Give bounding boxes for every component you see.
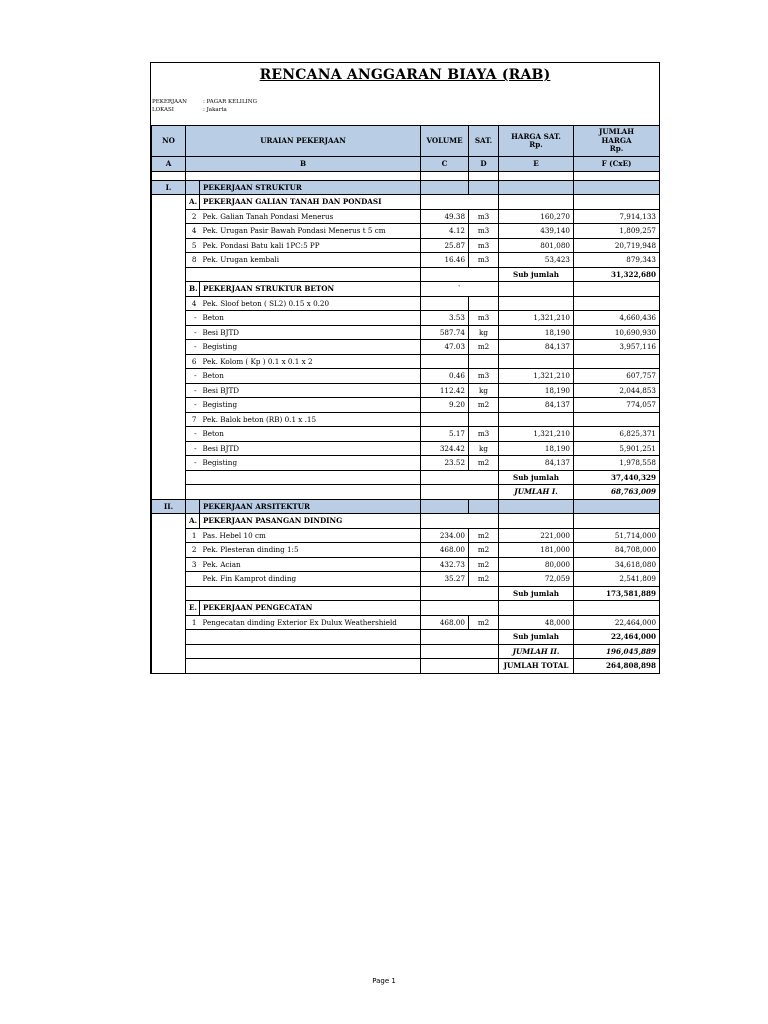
header-jumlah-1: JUMLAH (598, 127, 635, 137)
item-index: - (186, 441, 200, 456)
lokasi-label: LOKASI (152, 107, 174, 113)
col-letter-c: C (421, 157, 469, 172)
item-total (574, 354, 660, 369)
empty-cell (574, 514, 660, 529)
item-unit: m2 (469, 615, 499, 630)
empty-cell (186, 644, 421, 659)
item-description: Pek. Fin Kamprot dinding (200, 572, 421, 587)
subtotal-value: 196,045,889 (574, 644, 660, 659)
header-jumlah-2: HARGA (601, 135, 632, 145)
item-total: 34,618,080 (574, 557, 660, 572)
empty-cell (186, 659, 421, 674)
item-volume: 5.17 (421, 427, 469, 442)
empty-cell (152, 586, 186, 601)
subsection-row (152, 601, 660, 616)
item-total: 6,825,371 (574, 427, 660, 442)
item-unit-price: 18,190 (499, 441, 574, 456)
item-index: - (186, 369, 200, 384)
item-index: 7 (186, 412, 200, 427)
empty-cell (152, 296, 186, 311)
empty-cell (152, 615, 186, 630)
empty-cell (186, 485, 421, 500)
empty-cell (152, 456, 186, 471)
subsection-title: PEKERJAAN STRUKTUR BETON (200, 282, 421, 297)
item-unit-price (499, 412, 574, 427)
item-unit: m2 (469, 340, 499, 355)
item-description: Pek. Urugan Pasir Bawah Pondasi Menerus t 5 cm (200, 224, 421, 239)
lokasi-value: : Jakarta (203, 107, 227, 113)
item-description: Begisting (200, 456, 421, 471)
empty-cell (574, 180, 660, 195)
item-index: - (186, 456, 200, 471)
empty-cell (152, 340, 186, 355)
budget-table (151, 125, 660, 674)
empty-cell (574, 282, 660, 297)
item-row (152, 557, 660, 572)
item-row (152, 528, 660, 543)
empty-cell (152, 441, 186, 456)
section-row (152, 499, 660, 514)
empty-cell (152, 557, 186, 572)
item-total: 2,541,809 (574, 572, 660, 587)
empty-cell (421, 195, 499, 210)
subtotal-label: JUMLAH I. (499, 485, 574, 500)
column-letter-row (152, 157, 660, 172)
item-index: 2 (186, 209, 200, 224)
empty-cell (574, 171, 660, 180)
item-volume: 468.00 (421, 543, 469, 558)
item-description: Pek. Kolom ( Kp ) 0.1 x 0.1 x 2 (200, 354, 421, 369)
col-letter-f: F (CxE) (574, 157, 660, 172)
item-unit-price: 1,321,210 (499, 369, 574, 384)
item-unit-price: 18,190 (499, 383, 574, 398)
item-total: 1,809,257 (574, 224, 660, 239)
item-index: - (186, 325, 200, 340)
item-volume (421, 412, 469, 427)
empty-cell (574, 499, 660, 514)
subtotal-label: Sub jumlah (499, 630, 574, 645)
empty-cell (421, 499, 469, 514)
item-description: Besi BJTD (200, 383, 421, 398)
subtotal-value: 31,322,680 (574, 267, 660, 282)
header-harga-sat (499, 126, 574, 157)
item-index: - (186, 398, 200, 413)
item-volume: 25.87 (421, 238, 469, 253)
empty-cell (152, 427, 186, 442)
empty-cell (152, 412, 186, 427)
item-row (152, 354, 660, 369)
item-unit: m3 (469, 224, 499, 239)
item-total: 879,343 (574, 253, 660, 268)
item-description: Beton (200, 427, 421, 442)
item-row (152, 543, 660, 558)
subsection-letter: B. (186, 282, 200, 297)
empty-cell (574, 601, 660, 616)
item-row (152, 456, 660, 471)
empty-cell (499, 195, 574, 210)
item-index: 3 (186, 557, 200, 572)
section-title: PEKERJAAN ARSITEKTUR (200, 499, 421, 514)
item-volume: 432.73 (421, 557, 469, 572)
empty-cell (152, 171, 186, 180)
item-row (152, 209, 660, 224)
item-unit: m2 (469, 528, 499, 543)
subtotal-label: JUMLAH II. (499, 644, 574, 659)
header-no: NO (152, 126, 186, 157)
subsection-title: PEKERJAAN PENGECATAN (200, 601, 421, 616)
item-unit-price: 84,137 (499, 340, 574, 355)
subsection-title: PEKERJAAN GALIAN TANAH DAN PONDASI (200, 195, 421, 210)
item-volume: 49.38 (421, 209, 469, 224)
empty-cell (469, 180, 499, 195)
empty-cell (186, 171, 200, 180)
empty-cell (152, 224, 186, 239)
item-unit: m3 (469, 209, 499, 224)
item-volume: 587.74 (421, 325, 469, 340)
item-index: 4 (186, 224, 200, 239)
empty-cell (152, 514, 186, 529)
item-index: 6 (186, 354, 200, 369)
empty-cell (421, 180, 469, 195)
col-letter-d: D (469, 157, 499, 172)
item-volume: 0.46 (421, 369, 469, 384)
item-unit-price: 801,080 (499, 238, 574, 253)
empty-cell (152, 282, 186, 297)
pekerjaan-value: : PAGAR KELILING (203, 99, 258, 105)
page-footer: Page 1 (372, 977, 396, 985)
header-harga-sat-label: HARGA SAT. (511, 131, 561, 141)
header-jumlah-rp: Rp. (609, 144, 624, 154)
item-total: 51,714,000 (574, 528, 660, 543)
item-row (152, 296, 660, 311)
item-unit-price: 160,270 (499, 209, 574, 224)
item-description: Beton (200, 369, 421, 384)
empty-cell (152, 267, 186, 282)
header-harga-sat-rp: Rp. (529, 140, 543, 149)
empty-cell (152, 369, 186, 384)
item-volume (421, 296, 469, 311)
subtotal-label: Sub jumlah (499, 470, 574, 485)
item-description: Pek. Plesteran dinding 1:5 (200, 543, 421, 558)
item-unit-price: 80,000 (499, 557, 574, 572)
empty-cell (421, 644, 499, 659)
item-row (152, 340, 660, 355)
item-row (152, 311, 660, 326)
item-row (152, 398, 660, 413)
item-unit: m2 (469, 398, 499, 413)
empty-cell (499, 282, 574, 297)
item-description: Pek. Acian (200, 557, 421, 572)
subsection-letter: A. (186, 514, 200, 529)
item-unit-price: 439,140 (499, 224, 574, 239)
col-letter-e: E (499, 157, 574, 172)
subtotal-label: Sub jumlah (499, 586, 574, 601)
empty-cell (152, 311, 186, 326)
pekerjaan-label: PEKERJAAN (152, 99, 187, 105)
item-total: 774,057 (574, 398, 660, 413)
empty-cell (499, 171, 574, 180)
item-row (152, 224, 660, 239)
item-row (152, 325, 660, 340)
item-unit: m3 (469, 238, 499, 253)
subtotal-row (152, 630, 660, 645)
item-description: Pek. Balok beton (RB) 0.1 x .15 (200, 412, 421, 427)
subtotal-row (152, 267, 660, 282)
empty-cell (421, 659, 499, 674)
empty-cell (421, 630, 499, 645)
item-row (152, 441, 660, 456)
item-unit: m3 (469, 369, 499, 384)
subtotal-value: 264,808,898 (574, 659, 660, 674)
subsection-row (152, 514, 660, 529)
item-total: 7,914,133 (574, 209, 660, 224)
item-unit: m3 (469, 253, 499, 268)
empty-cell (186, 499, 200, 514)
item-description: Pas. Hebel 10 cm (200, 528, 421, 543)
subtotal-value: 22,464,000 (574, 630, 660, 645)
item-unit-price (499, 296, 574, 311)
item-total (574, 296, 660, 311)
item-volume: 3.53 (421, 311, 469, 326)
empty-cell (152, 659, 186, 674)
item-description: Begisting (200, 340, 421, 355)
item-total: 22,464,000 (574, 615, 660, 630)
item-row (152, 412, 660, 427)
item-row (152, 572, 660, 587)
empty-cell (152, 630, 186, 645)
table-header-row (152, 126, 660, 157)
empty-cell (152, 398, 186, 413)
section-number: II. (152, 499, 186, 514)
item-unit: kg (469, 383, 499, 398)
empty-cell (152, 470, 186, 485)
empty-cell (421, 267, 499, 282)
header-volume: VOLUME (421, 126, 469, 157)
item-unit: m3 (469, 311, 499, 326)
item-description: Besi BJTD (200, 441, 421, 456)
empty-cell (421, 470, 499, 485)
empty-cell (186, 470, 421, 485)
item-unit: m2 (469, 543, 499, 558)
item-total: 20,719,948 (574, 238, 660, 253)
item-row (152, 369, 660, 384)
empty-cell (499, 601, 574, 616)
empty-cell (421, 514, 499, 529)
subtotal-value: 173,581,889 (574, 586, 660, 601)
item-index: - (186, 383, 200, 398)
empty-cell (200, 171, 421, 180)
item-index: - (186, 311, 200, 326)
item-unit-price: 72,059 (499, 572, 574, 587)
item-volume: 234.00 (421, 528, 469, 543)
empty-cell (152, 383, 186, 398)
empty-cell (152, 209, 186, 224)
item-total: 10,690,930 (574, 325, 660, 340)
item-row (152, 238, 660, 253)
item-volume: 4.12 (421, 224, 469, 239)
item-volume: 23.52 (421, 456, 469, 471)
item-description: Besi BJTD (200, 325, 421, 340)
item-index: 8 (186, 253, 200, 268)
item-index: 1 (186, 615, 200, 630)
item-volume (421, 354, 469, 369)
item-index: 5 (186, 238, 200, 253)
subsection-row (152, 282, 660, 297)
empty-cell (152, 325, 186, 340)
item-unit (469, 412, 499, 427)
item-unit (469, 296, 499, 311)
subtotal-label: JUMLAH TOTAL (499, 659, 574, 674)
header-uraian: URAIAN PEKERJAAN (186, 126, 421, 157)
item-index: 4 (186, 296, 200, 311)
item-total: 607,757 (574, 369, 660, 384)
section-title: PEKERJAAN STRUKTUR (200, 180, 421, 195)
empty-cell (152, 485, 186, 500)
item-volume: 324.42 (421, 441, 469, 456)
col-letter-b: B (186, 157, 421, 172)
item-row (152, 615, 660, 630)
item-unit-price: 53,423 (499, 253, 574, 268)
subtotal-row (152, 586, 660, 601)
item-unit (469, 354, 499, 369)
item-unit: m2 (469, 456, 499, 471)
empty-cell (152, 644, 186, 659)
empty-cell (152, 253, 186, 268)
subsection-row (152, 195, 660, 210)
item-unit: kg (469, 441, 499, 456)
item-description: Pek. Urugan kembali (200, 253, 421, 268)
item-volume: 468.00 (421, 615, 469, 630)
item-unit-price: 1,321,210 (499, 311, 574, 326)
item-row (152, 253, 660, 268)
subsection-letter: A. (186, 195, 200, 210)
empty-cell (469, 499, 499, 514)
empty-cell (152, 354, 186, 369)
col-letter-a: A (152, 157, 186, 172)
header-sat: SAT. (469, 126, 499, 157)
empty-cell (499, 499, 574, 514)
item-unit-price: 18,190 (499, 325, 574, 340)
item-volume: 35.27 (421, 572, 469, 587)
item-unit-price: 84,137 (499, 456, 574, 471)
item-total: 3,957,116 (574, 340, 660, 355)
item-total (574, 412, 660, 427)
empty-cell (421, 586, 499, 601)
empty-cell (152, 528, 186, 543)
item-volume: 9.20 (421, 398, 469, 413)
item-index: 2 (186, 543, 200, 558)
empty-cell (152, 543, 186, 558)
item-row (152, 383, 660, 398)
item-unit-price: 221,000 (499, 528, 574, 543)
rab-sheet (150, 62, 660, 674)
item-total: 2,044,853 (574, 383, 660, 398)
item-row (152, 427, 660, 442)
empty-cell (186, 180, 200, 195)
item-volume: 16.46 (421, 253, 469, 268)
empty-cell (499, 514, 574, 529)
item-description: Pengecatan dinding Exterior Ex Dulux Weathershield (200, 615, 421, 630)
subtotal-label: Sub jumlah (499, 267, 574, 282)
subtotal-row (152, 470, 660, 485)
subsection-letter: E. (186, 601, 200, 616)
empty-cell (469, 171, 499, 180)
empty-cell (186, 630, 421, 645)
subtotal-row (152, 485, 660, 500)
item-volume: 47.03 (421, 340, 469, 355)
empty-cell (421, 601, 499, 616)
item-unit: m2 (469, 557, 499, 572)
item-unit: kg (469, 325, 499, 340)
item-index: - (186, 340, 200, 355)
item-description: Pek. Pondasi Batu kali 1PC:5 PP (200, 238, 421, 253)
subtotal-row (152, 644, 660, 659)
empty-cell (499, 180, 574, 195)
blank-row (152, 171, 660, 180)
item-index (186, 572, 200, 587)
empty-cell (186, 267, 421, 282)
section-number: I. (152, 180, 186, 195)
item-unit-price: 48,000 (499, 615, 574, 630)
subtotal-value: 37,440,329 (574, 470, 660, 485)
item-total: 5,901,251 (574, 441, 660, 456)
item-index: - (186, 427, 200, 442)
item-unit-price (499, 354, 574, 369)
empty-cell (186, 586, 421, 601)
empty-cell (152, 601, 186, 616)
item-unit: m3 (469, 427, 499, 442)
empty-cell (152, 238, 186, 253)
item-volume: 112.42 (421, 383, 469, 398)
document-title: RENCANA ANGGARAN BIAYA (RAB) (259, 67, 551, 83)
item-description: Begisting (200, 398, 421, 413)
empty-cell (421, 485, 499, 500)
header-jumlah (574, 126, 660, 157)
empty-cell (421, 171, 469, 180)
subtotal-value: 68,763,009 (574, 485, 660, 500)
item-description: Beton (200, 311, 421, 326)
item-total: 4,660,436 (574, 311, 660, 326)
item-description: Pek. Sloof beton ( SL2) 0.15 x 0.20 (200, 296, 421, 311)
empty-cell (574, 195, 660, 210)
stray-mark: ` (421, 282, 499, 297)
empty-cell (152, 572, 186, 587)
item-description: Pek. Galian Tanah Pondasi Menerus (200, 209, 421, 224)
item-index: 1 (186, 528, 200, 543)
empty-cell (152, 195, 186, 210)
item-total: 1,978,558 (574, 456, 660, 471)
item-unit-price: 1,321,210 (499, 427, 574, 442)
item-unit-price: 181,000 (499, 543, 574, 558)
item-unit: m2 (469, 572, 499, 587)
subsection-title: PEKERJAAN PASANGAN DINDING (200, 514, 421, 529)
section-row (152, 180, 660, 195)
subtotal-row (152, 659, 660, 674)
item-unit-price: 84,137 (499, 398, 574, 413)
item-total: 84,708,000 (574, 543, 660, 558)
